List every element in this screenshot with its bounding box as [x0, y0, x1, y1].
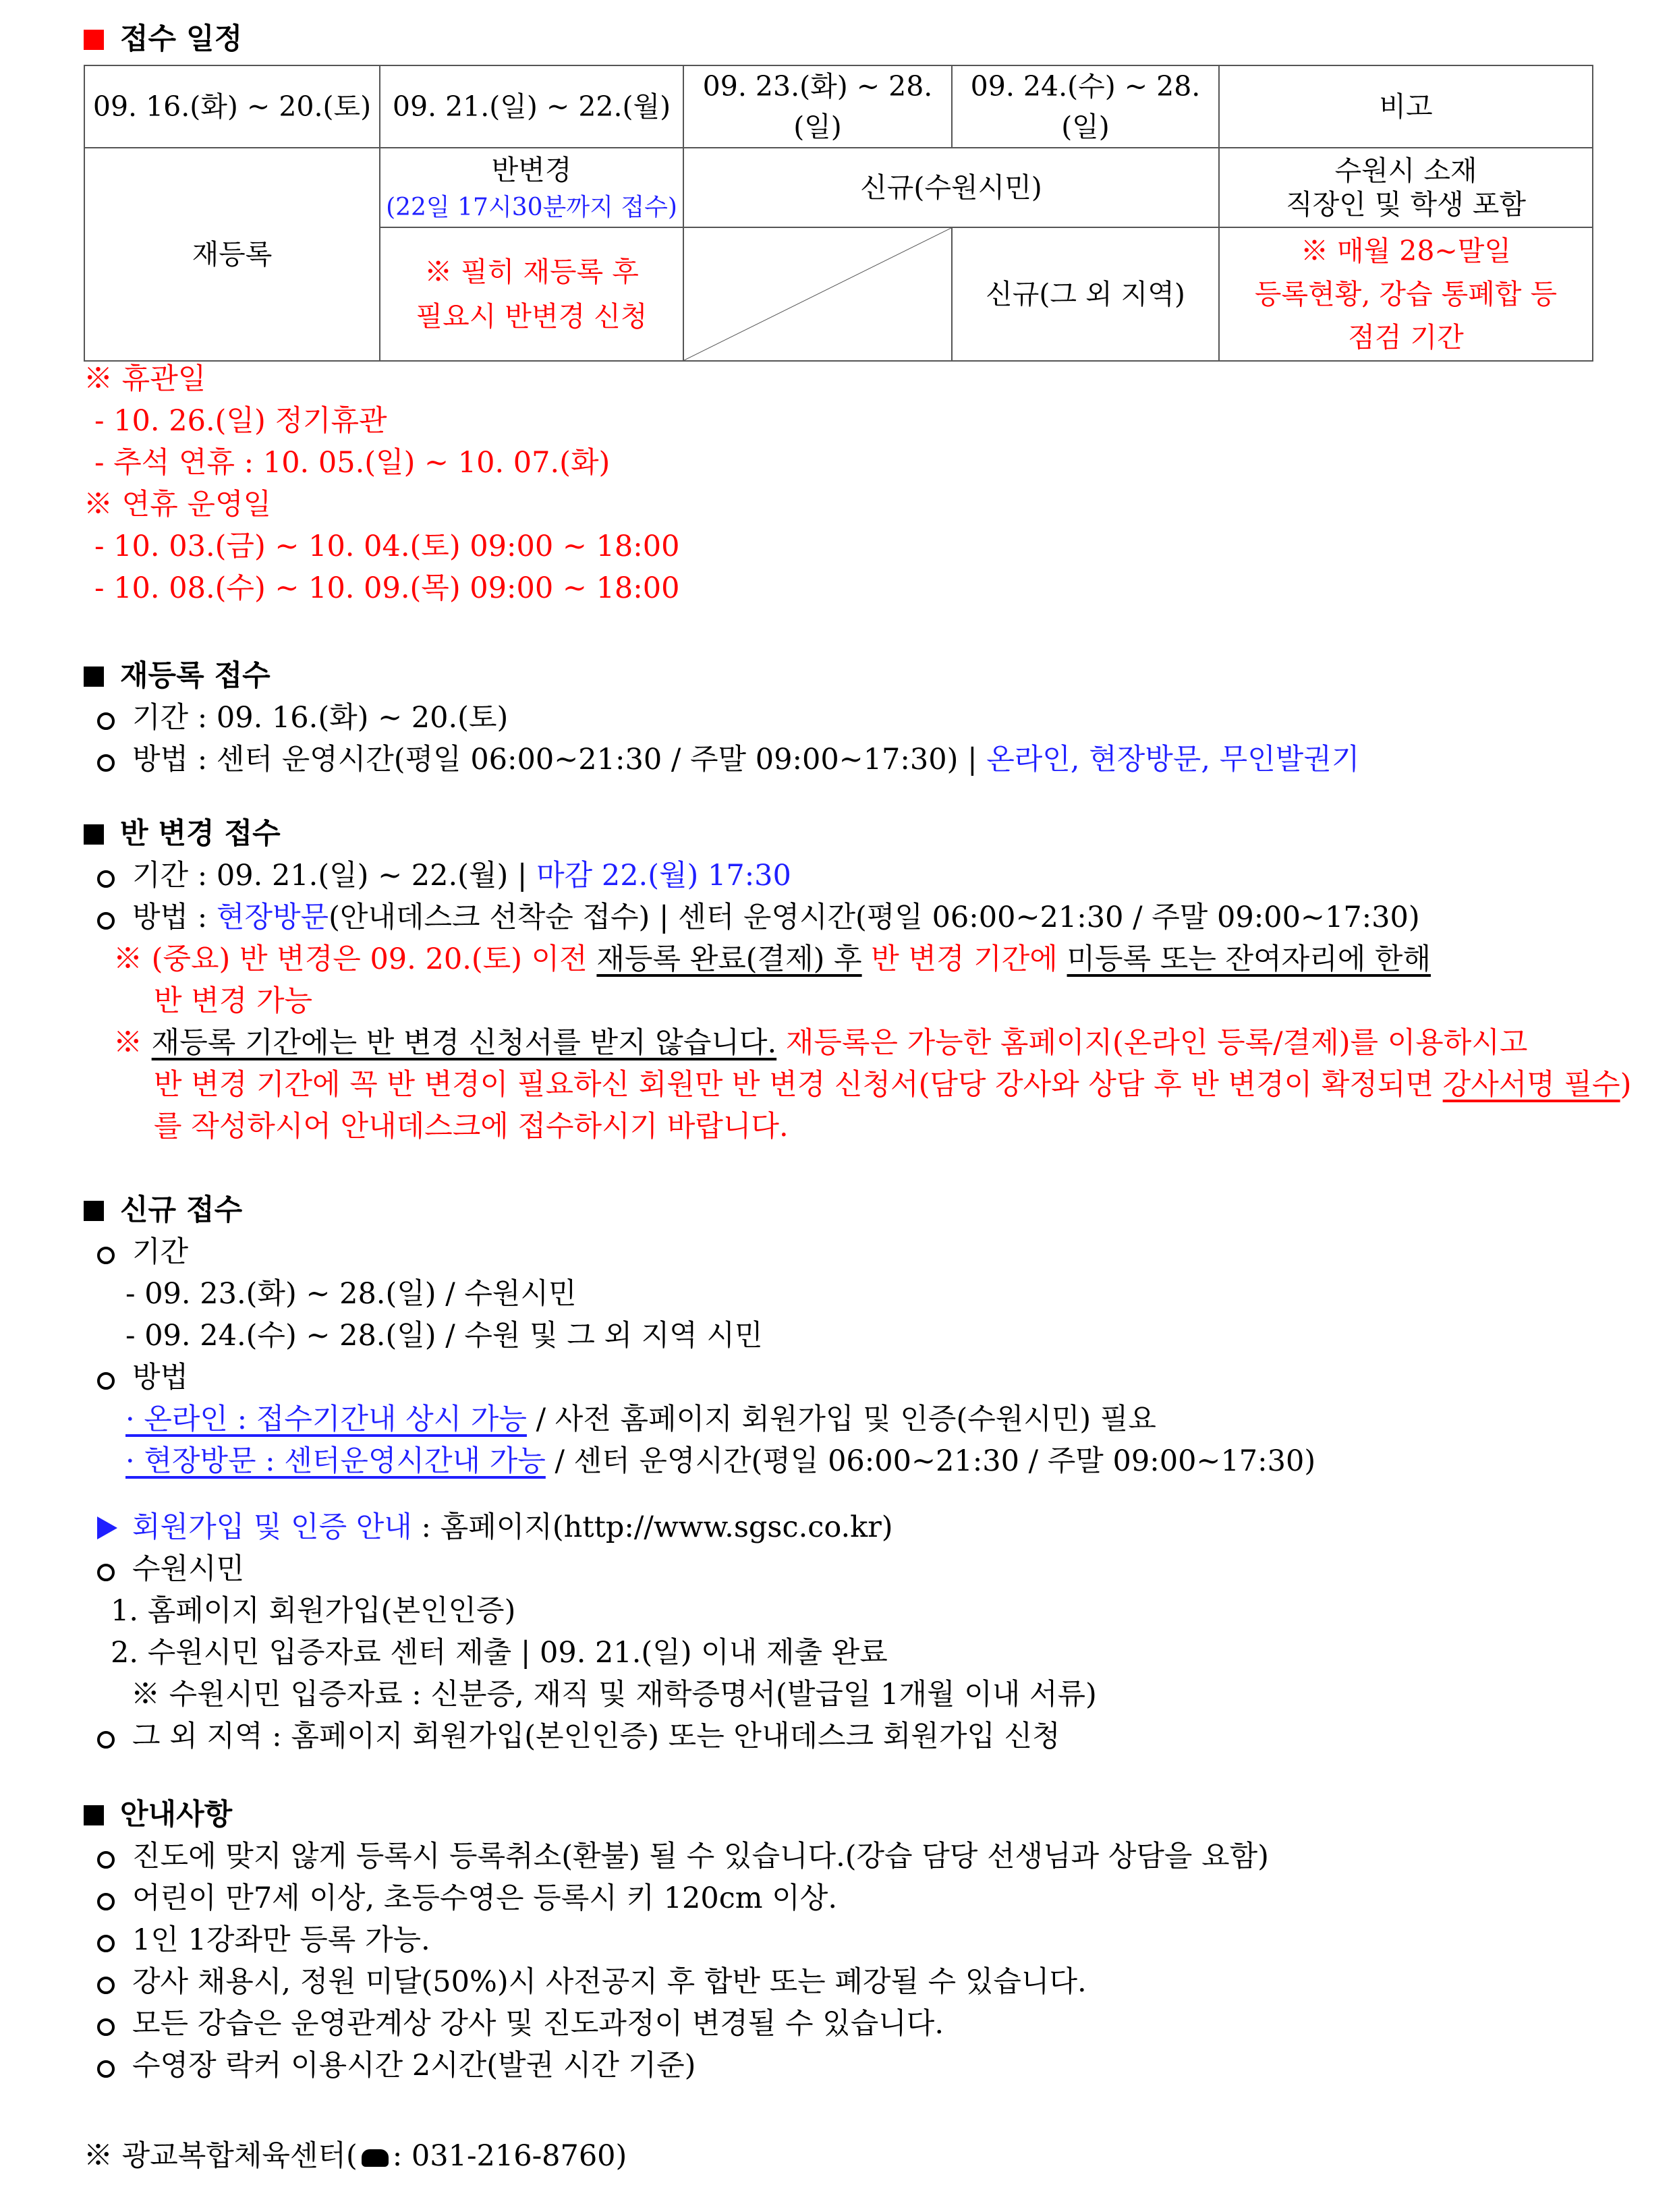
new-method-label: [97, 1359, 188, 1396]
new-heading: [84, 1191, 242, 1229]
other-region: [97, 1718, 1060, 1755]
suwon-step: 1. 홈페이지 회원가입(본인인증): [111, 1594, 516, 1628]
header-cell: 09. 21.(일) ~ 22.(월): [380, 65, 683, 148]
notice-item: [97, 2005, 944, 2043]
schedule-table: [84, 65, 1593, 362]
circle-bullet-icon: [97, 1372, 115, 1390]
suwon-proof-note: ※ 수원시민 입증자료 : 신분증, 재직 및 재학증명서(발급일 1개월 이내 서류): [131, 1678, 1097, 1711]
note-text: 반 변경 기간에 꼭 반 변경이 필요하신 회원만 반 변경 신청서(담당 강사와 상담 후 반 변경이 확정되면: [154, 1068, 1443, 1102]
change-heading: [84, 815, 281, 853]
change-note-1: [113, 940, 1431, 978]
circle-bullet-icon: [97, 1731, 115, 1749]
other-region-text: 그 외 지역 : 홈페이지 회원가입(본인인증) 또는 안내데스크 회원가입 신청: [132, 1720, 1060, 1753]
reregister-method-text: 방법 : 센터 운영시간(평일 06:00~21:30 / 주말 09:00~17:30) |: [132, 743, 987, 776]
circle-bullet-icon: [97, 1564, 115, 1581]
note-text: ): [1620, 1068, 1632, 1102]
change-method-text: (안내데스크 선착순 접수) | 센터 운영시간(평일 06:00~21:30 / 주말 09:00~17:30): [329, 901, 1420, 934]
holiday-ops-item: - 10. 03.(금) ~ 10. 04.(토) 09:00 ~ 18:00: [94, 530, 680, 563]
join-guide-label: 회원가입 및 인증 안내: [132, 1510, 412, 1544]
circle-bullet-icon: [97, 1851, 115, 1869]
notice-item: [97, 1921, 430, 1959]
holiday-ops-item: - 10. 08.(수) ~ 10. 09.(목) 09:00 ~ 18:00: [94, 571, 680, 605]
change-note-2-end: 를 작성하시어 안내데스크에 접수하시기 바랍니다.: [154, 1110, 789, 1143]
remark-line: 점검 기간: [1348, 321, 1464, 353]
schedule-heading: [84, 20, 242, 58]
suwon-step: 2. 수원시민 입증자료 센터 제출 | 09. 21.(일) 이내 제출 완료: [111, 1636, 888, 1670]
suwon-citizen-label: [97, 1550, 244, 1588]
diagonal-line: [684, 228, 951, 360]
class-change-cell: [380, 148, 683, 227]
schedule-heading-text: 접수 일정: [120, 22, 243, 56]
notice-item-text: 강사 채용시, 정원 미달(50%)시 사전공지 후 합반 또는 폐강될 수 있습니다.: [132, 1965, 1087, 1999]
header-cell: 09. 24.(수) ~ 28.(일): [952, 65, 1219, 148]
new-method-visit: [125, 1442, 1315, 1480]
remark-cell-2: [1219, 227, 1593, 361]
join-guide: [97, 1508, 893, 1546]
circle-bullet-icon: [97, 1247, 115, 1264]
change-note-2: [113, 1024, 1527, 1062]
suwon-citizen-text: 수원시민: [132, 1552, 245, 1586]
black-square-icon: [84, 667, 104, 687]
notice-item-text: 모든 강습은 운영관계상 강사 및 진도과정이 변경될 수 있습니다.: [132, 2007, 944, 2041]
new-method-text: 방법: [132, 1361, 189, 1394]
notice-item-text: 수영장 락커 이용시간 2시간(발권 시간 기준): [132, 2049, 696, 2082]
change-note-1-cont: 반 변경 가능: [154, 984, 313, 1018]
holiday-item: - 추석 연휴 : 10. 05.(일) ~ 10. 07.(화): [94, 446, 611, 480]
circle-bullet-icon: [97, 1935, 115, 1952]
change-method-visit: 현장방문: [216, 901, 329, 934]
online-method-desc: / 사전 홈페이지 회원가입 및 인증(수원시민) 필요: [526, 1402, 1156, 1436]
reregister-cell: 재등록: [84, 148, 380, 361]
diagonal-empty-cell: [683, 227, 952, 361]
circle-bullet-icon: [97, 754, 115, 772]
change-period-text: 기간 : 09. 21.(일) ~ 22.(월) |: [132, 859, 537, 892]
class-change-note: (22일 17시30분까지 접수): [386, 194, 677, 221]
black-square-icon: [84, 824, 104, 845]
new-period-label: [97, 1233, 188, 1271]
circle-bullet-icon: [97, 2018, 115, 2036]
footer-center-name: ※ 광교복합체육센터(: [84, 2139, 358, 2173]
change-period: [97, 857, 791, 895]
new-period-text: 기간: [132, 1235, 189, 1269]
notice-item: [97, 1879, 837, 1917]
class-change-label: 반변경: [491, 154, 572, 186]
holiday-item: - 10. 26.(일) 정기휴관: [94, 404, 387, 438]
play-arrow-icon: [97, 1516, 117, 1539]
note-text: ※ (중요) 반 변경은 09. 20.(토) 이전: [113, 942, 597, 976]
join-guide-url: : 홈페이지(http://www.sgsc.co.kr): [412, 1510, 893, 1544]
notice-item: [97, 1838, 1269, 1875]
notice-heading: [84, 1796, 232, 1834]
reregister-method: [97, 741, 1359, 778]
circle-bullet-icon: [97, 912, 115, 930]
reregister-period-text: 기간 : 09. 16.(화) ~ 20.(토): [132, 701, 509, 735]
circle-bullet-icon: [97, 712, 115, 730]
reregister-period: [97, 699, 508, 737]
new-suwon-cell: 신규(수원시민): [683, 148, 1219, 227]
circle-bullet-icon: [97, 870, 115, 888]
holiday-ops-title: ※ 연휴 운영일: [84, 488, 272, 521]
remark-cell-1: [1219, 148, 1593, 227]
class-change-warning-cell: [380, 227, 683, 361]
notice-item-text: 어린이 만7세 이상, 초등수영은 등록시 키 120cm 이상.: [132, 1881, 837, 1915]
remark-line: 직장인 및 학생 포함: [1286, 188, 1526, 221]
reregister-method-channels: 온라인, 현장방문, 무인발권기: [986, 743, 1360, 776]
new-method-online: [125, 1400, 1156, 1438]
notice-heading-text: 안내사항: [120, 1798, 233, 1832]
holiday-title: ※ 휴관일: [84, 362, 206, 396]
new-period-item: - 09. 24.(수) ~ 28.(일) / 수원 및 그 외 지역 시민: [125, 1319, 763, 1353]
note-text: ※: [113, 1026, 152, 1060]
note-underlined: 재등록 기간에는 반 변경 신청서를 받지 않습니다.: [151, 1026, 777, 1060]
change-note-2-cont: [154, 1066, 1631, 1104]
header-cell: 09. 23.(화) ~ 28.(일): [683, 65, 952, 148]
warning-line: 필요시 반변경 신청: [416, 300, 648, 333]
black-square-icon: [84, 1201, 104, 1221]
header-cell: 09. 16.(화) ~ 20.(토): [84, 65, 380, 148]
note-text: 반 변경 기간에: [861, 942, 1067, 976]
circle-bullet-icon: [97, 1893, 115, 1910]
phone-icon: [362, 2149, 389, 2167]
black-square-icon: [84, 1805, 104, 1825]
note-text: 재등록은 가능한 홈페이지(온라인 등록/결제)를 이용하시고: [776, 1026, 1528, 1060]
change-heading-text: 반 변경 접수: [120, 817, 281, 851]
remark-line: 수원시 소재: [1334, 154, 1477, 187]
new-heading-text: 신규 접수: [120, 1193, 243, 1227]
remark-line: ※ 매월 28~말일: [1300, 235, 1511, 267]
visit-method: · 현장방문 : 센터운영시간내 가능: [125, 1444, 546, 1478]
note-underlined: 미등록 또는 잔여자리에 한해: [1067, 942, 1431, 976]
header-cell: 비고: [1219, 65, 1593, 148]
note-underlined: 재등록 완료(결제) 후: [596, 942, 862, 976]
circle-bullet-icon: [97, 1977, 115, 1994]
notice-item: [97, 1963, 1087, 2001]
notice-item-text: 1인 1강좌만 등록 가능.: [132, 1923, 430, 1957]
change-method-label: 방법 :: [132, 901, 217, 934]
red-square-icon: [84, 30, 104, 50]
circle-bullet-icon: [97, 2060, 115, 2078]
notice-item: [97, 2047, 696, 2085]
change-deadline: 마감 22.(월) 17:30: [536, 859, 791, 892]
visit-method-desc: / 센터 운영시간(평일 06:00~21:30 / 주말 09:00~17:30): [545, 1444, 1316, 1478]
warning-line: ※ 필히 재등록 후: [424, 256, 639, 288]
online-method: · 온라인 : 접수기간내 상시 가능: [125, 1402, 527, 1436]
reregister-heading: [84, 657, 271, 695]
note-underlined: 강사서명 필수: [1442, 1068, 1620, 1102]
footer-contact: [84, 2137, 627, 2175]
reregister-heading-text: 재등록 접수: [120, 659, 271, 693]
new-other-cell: 신규(그 외 지역): [952, 227, 1219, 361]
notice-item-text: 진도에 맞지 않게 등록시 등록취소(환불) 될 수 있습니다.(강습 담당 선생님과 상담을 요함): [132, 1840, 1269, 1873]
footer-phone-number: : 031-216-8760): [392, 2139, 627, 2173]
change-method: [97, 899, 1420, 936]
remark-line: 등록현황, 강습 통폐합 등: [1254, 278, 1558, 310]
new-period-item: - 09. 23.(화) ~ 28.(일) / 수원시민: [125, 1277, 577, 1311]
